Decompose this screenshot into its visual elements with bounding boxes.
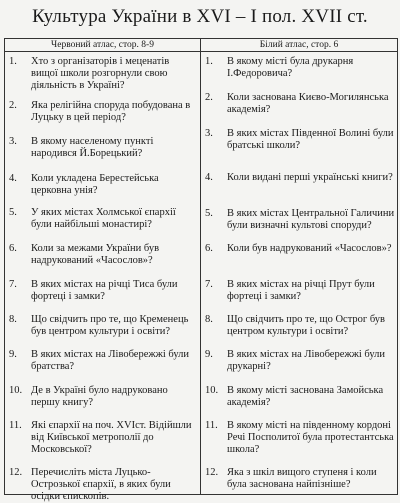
list-item: 5. У яких містах Холмської єпархії були найбільші монастирі? bbox=[9, 207, 176, 230]
left-question-list bbox=[5, 52, 200, 502]
list-item: 6. Коли був надрукований «Часослов»? bbox=[205, 243, 392, 254]
right-column-cell bbox=[201, 52, 398, 495]
list-item: 10. В якому місті заснована Замойська академія? bbox=[205, 385, 384, 408]
list-item: 7. В яких містах на річці Тиса були фортеці і замки? bbox=[9, 279, 178, 302]
list-item: 6. Коли за межами України був надрукований «Часослов»? bbox=[9, 243, 160, 266]
left-column-header: Червоний атлас, стор. 8-9 bbox=[5, 39, 201, 52]
right-column-header: Білий атлас, стор. 6 bbox=[201, 39, 398, 52]
list-item: 12. Перечисліть міста Луцько-Острозької єпархії, в яких були осідки єпископів. bbox=[9, 467, 171, 502]
left-column-cell bbox=[5, 52, 201, 502]
list-item: 2. Яка релігійна споруда побудована в Луцьку в цей період? bbox=[9, 100, 191, 123]
list-item: 5. В яких містах Центральної Галичини були визначні культові споруди? bbox=[205, 208, 395, 231]
list-item: 3. В яких містах Південної Волині були братські школи? bbox=[205, 128, 394, 151]
list-item: 1. В якому місті була друкарня І.Федоровича? bbox=[205, 56, 354, 79]
list-item: 9. В яких містах на Лівобережжі були друкарні? bbox=[205, 349, 386, 372]
list-item: 11. Які єпархії на поч. XVIст. Відійшли від Київської метрополії до Московської? bbox=[9, 420, 192, 455]
list-item: 9. В яких містах на Лівобережжі були братства? bbox=[9, 349, 190, 372]
list-item: 10. Де в Україні було надруковано першу книгу? bbox=[9, 385, 168, 408]
list-item: 12. Яка з шкіл вищого ступеня і коли була заснована найпізніше? bbox=[205, 467, 377, 490]
list-item: 8. Що свідчить про те, що Острог був центром культури і освіти? bbox=[205, 314, 385, 337]
list-item: 7. В яких містах на річці Прут були фортеці і замки? bbox=[205, 279, 375, 302]
list-item: 4. Коли укладена Берестейська церковна унія? bbox=[9, 173, 159, 196]
list-item: 2. Коли заснована Києво-Могилянська академія? bbox=[205, 92, 389, 115]
list-item: 8. Що свідчить про те, що Кременець був центром культури і освіти? bbox=[9, 314, 189, 337]
list-item: 1. Хто з організаторів і меценатів вищої школи розгорнули свою діяльність в Україні? bbox=[9, 56, 170, 91]
list-item: 11. В якому місті на південному кордоні Речі Посполитої була протестантська школа? bbox=[205, 420, 394, 455]
questions-table bbox=[4, 38, 398, 502]
right-question-list bbox=[201, 52, 397, 494]
list-item: 3. В якому населеному пункті народився Й.Борецький? bbox=[9, 136, 154, 159]
page-title: Культура України в XVI – I пол. XVII ст. bbox=[32, 6, 368, 27]
list-item: 4. Коли видані перші українські книги? bbox=[205, 172, 393, 183]
